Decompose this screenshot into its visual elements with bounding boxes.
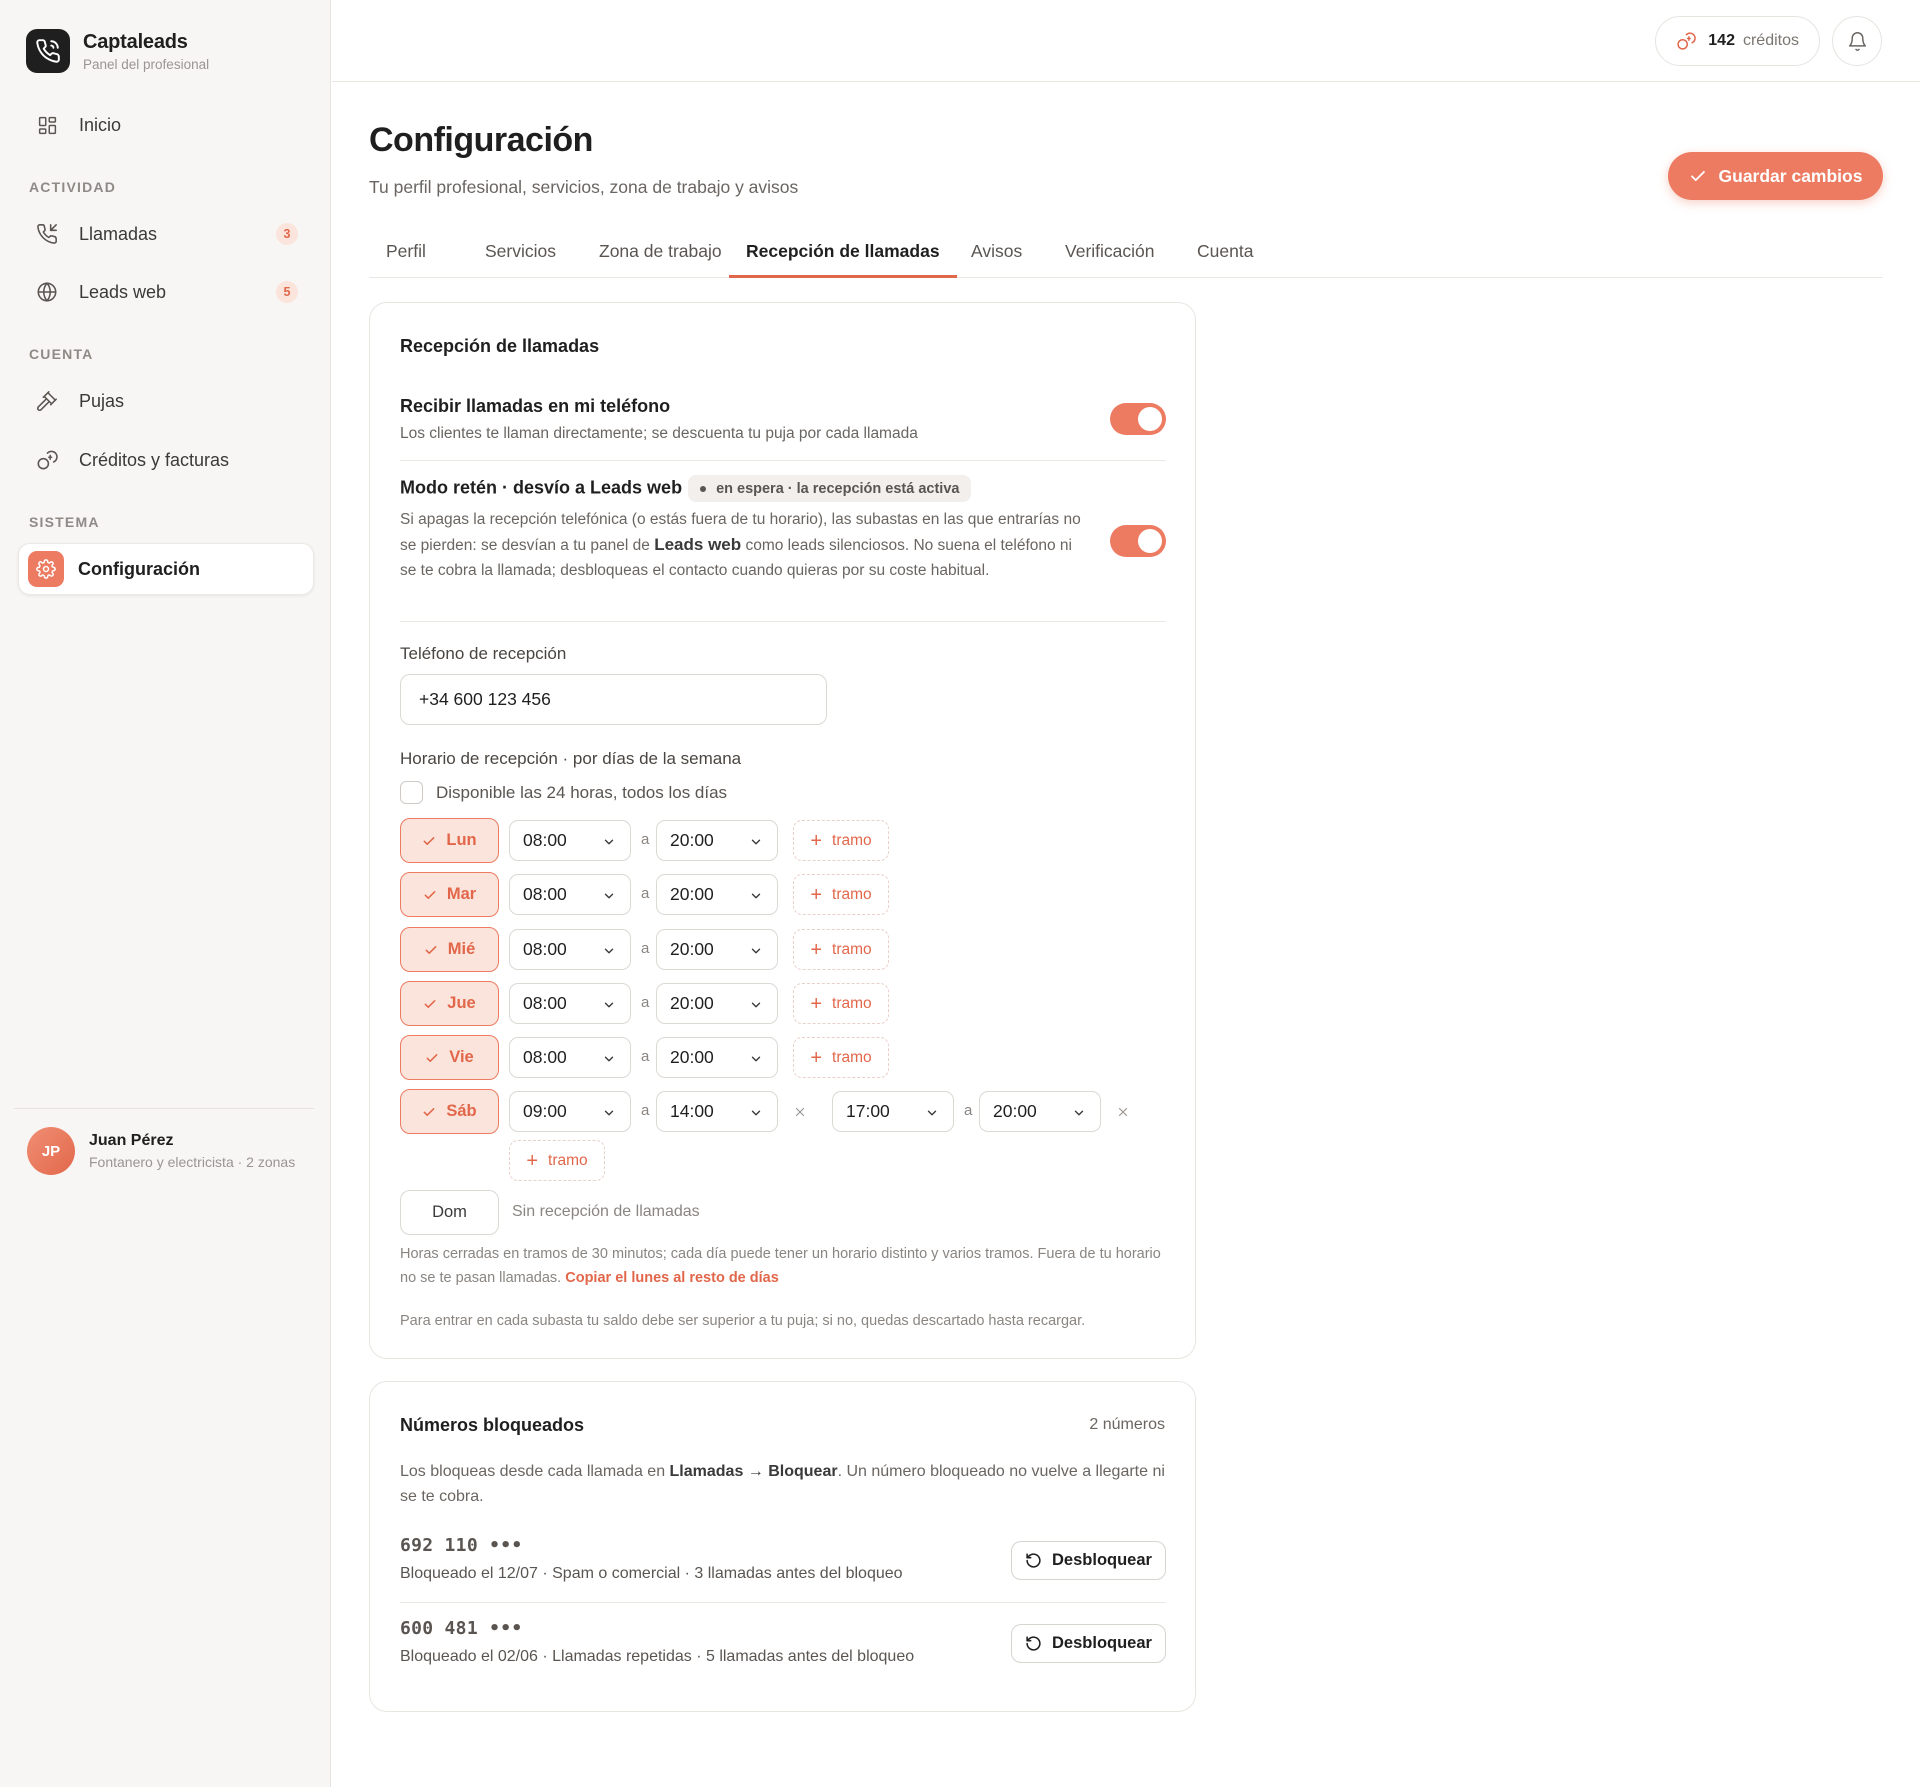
remove-range-icon[interactable] [1116, 1105, 1132, 1121]
rotate-ccw-icon [1025, 1552, 1052, 1569]
day-label: Mar [446, 885, 477, 903]
section-label-actividad: ACTIVIDAD [29, 179, 117, 195]
range-separator: a [641, 1048, 650, 1065]
unblock-button[interactable] [1011, 1624, 1166, 1663]
grid-icon [35, 113, 59, 137]
add-range-button[interactable] [793, 874, 889, 915]
blocked-desc-part: Los bloqueas desde cada llamada en [400, 1463, 670, 1480]
add-range-label: tramo [832, 831, 872, 849]
end-time-value: 20:00 [670, 830, 714, 850]
start-time-select[interactable] [832, 1091, 954, 1132]
save-button-label: Guardar cambios [1718, 165, 1863, 186]
settings-tabs [369, 236, 1883, 278]
check-icon [425, 1051, 449, 1065]
day-label: Jue [447, 994, 476, 1012]
section-label-sistema: SISTEMA [29, 514, 100, 530]
sidebar-item-label: Inicio [79, 114, 122, 135]
count-badge: 5 [276, 281, 298, 303]
schedule-note [400, 1242, 1180, 1290]
page-title: Configuración [369, 121, 593, 159]
end-time-select[interactable] [979, 1091, 1101, 1132]
tab-avisos[interactable]: Avisos [971, 241, 1023, 261]
always-available-checkbox[interactable] [400, 781, 423, 804]
range-separator: a [641, 885, 650, 902]
day-toggle[interactable] [400, 1089, 499, 1134]
tab-verificacion[interactable]: Verificación [1065, 241, 1155, 261]
gear-icon [28, 551, 64, 587]
add-range-button[interactable] [793, 929, 889, 970]
credits-chip[interactable] [1655, 16, 1820, 66]
day-toggle[interactable] [400, 1035, 499, 1080]
hold-mode-desc-bold: Leads web [654, 535, 742, 554]
plus-icon: + [810, 829, 823, 852]
page-subtitle: Tu perfil profesional, servicios, zona de trabajo y avisos [369, 177, 799, 197]
check-icon [424, 943, 448, 957]
plus-icon: + [810, 883, 823, 906]
receive-calls-desc: Los clientes te llaman directamente; se descuenta tu puja por cada llamada [400, 425, 918, 442]
plus-icon: + [526, 1149, 539, 1172]
blocked-number: 692 110 ••• [400, 1535, 523, 1556]
balance-note: Para entrar en cada subasta tu saldo debe ser superior a tu puja; si no, quedas descartado hasta recargar. [400, 1313, 1086, 1329]
rotate-ccw-icon [1025, 1635, 1052, 1652]
blocked-count: 2 números [1089, 1416, 1165, 1433]
topbar [332, 0, 1920, 82]
check-icon [423, 888, 447, 902]
sunday-note: Sin recepción de llamadas [512, 1203, 700, 1220]
blocked-detail: Bloqueado el 12/07 · Spam o comercial · 3 llamadas antes del bloqueo [400, 1565, 903, 1582]
brand-name: Captaleads [83, 30, 188, 53]
sidebar-item-leads-web[interactable] [18, 266, 314, 318]
plus-icon: + [810, 938, 823, 961]
tab-cuenta[interactable]: Cuenta [1197, 241, 1254, 261]
status-badge [688, 475, 971, 502]
brand[interactable] [26, 29, 209, 73]
tab-zona-trabajo[interactable]: Zona de trabajo [599, 241, 722, 261]
add-range-label: tramo [548, 1151, 588, 1169]
credits-label: créditos [1742, 32, 1799, 49]
blocked-detail: Bloqueado el 02/06 · Llamadas repetidas · 5 llamadas antes del bloqueo [400, 1648, 915, 1665]
plus-icon: + [810, 1046, 823, 1069]
start-time-select[interactable] [509, 929, 631, 970]
sidebar-item-creditos-facturas[interactable] [18, 434, 314, 486]
blocked-numbers-card [369, 1381, 1196, 1712]
notifications-button[interactable] [1832, 16, 1882, 66]
brand-subtitle: Panel del profesional [83, 56, 210, 72]
start-time-value: 08:00 [523, 939, 567, 959]
add-range-label: tramo [832, 885, 872, 903]
phone-incoming-icon [35, 222, 59, 246]
reception-card [369, 302, 1196, 1359]
start-time-value: 08:00 [523, 993, 567, 1013]
blocked-desc [400, 1459, 1180, 1509]
end-time-value: 20:00 [670, 993, 714, 1013]
blocked-desc-bold: Llamadas → Bloquear [669, 1463, 838, 1480]
end-time-value: 14:00 [670, 1101, 714, 1121]
check-icon [1689, 167, 1719, 185]
plus-icon: + [810, 992, 823, 1015]
hold-mode-title-text: Modo retén · desvío a Leads web [400, 477, 683, 498]
sidebar-item-label: Leads web [79, 281, 167, 302]
bell-icon [1847, 31, 1868, 52]
end-time-select[interactable] [656, 1091, 778, 1132]
gavel-icon [35, 389, 59, 413]
end-time-select[interactable] [656, 1037, 778, 1078]
day-toggle-dom[interactable]: Dom [400, 1190, 499, 1235]
status-badge-text: en espera · la recepción está activa [716, 480, 960, 497]
check-icon [423, 997, 447, 1011]
sidebar-item-label: Llamadas [79, 223, 158, 244]
globe-icon [35, 280, 59, 304]
end-time-select[interactable] [656, 929, 778, 970]
start-time-value: 17:00 [846, 1101, 890, 1121]
hold-mode-title [400, 475, 971, 502]
hold-mode-desc [400, 507, 1090, 583]
coins-icon [35, 448, 59, 472]
range-separator: a [641, 1102, 650, 1119]
unblock-button-label: Desbloquear [1052, 1634, 1152, 1652]
day-label: Mié [447, 940, 476, 958]
check-icon [422, 834, 446, 848]
start-time-select[interactable] [509, 820, 631, 861]
avatar: JP [27, 1127, 75, 1175]
sidebar-item-llamadas[interactable] [18, 208, 314, 260]
check-icon [422, 1105, 446, 1119]
day-label: Sáb [446, 1102, 477, 1120]
hold-mode-desc-part: como leads silenciosos. No suena el teléfono ni se te cobra la llamada; desbloqueas el contacto cuando quieras por su coste habitual. [400, 537, 1072, 579]
hold-mode-toggle[interactable] [1110, 525, 1166, 557]
range-separator: a [641, 940, 650, 957]
start-time-select[interactable] [509, 983, 631, 1024]
day-label: Vie [449, 1048, 474, 1066]
start-time-value: 08:00 [523, 830, 567, 850]
add-range-button[interactable] [793, 983, 889, 1024]
start-time-value: 09:00 [523, 1101, 567, 1121]
range-separator: a [964, 1102, 973, 1119]
add-range-button[interactable] [793, 820, 889, 861]
always-available-label: Disponible las 24 horas, todos los días [436, 783, 728, 802]
schedule-label: Horario de recepción · por días de la semana [400, 749, 742, 768]
sidebar [0, 0, 331, 1787]
hold-mode-desc-part: Si apagas la recepción telefónica (o estás fuera de tu horario), las subastas en las que entrarías no se pierden: se desvían a tu panel de [400, 511, 1081, 554]
end-time-value: 20:00 [670, 939, 714, 959]
card-title: Números bloqueados [400, 1415, 585, 1435]
sidebar-item-label: Configuración [78, 558, 200, 579]
range-separator: a [641, 994, 650, 1011]
schedule-note-text: Horas cerradas en tramos de 30 minutos; cada día puede tener un horario distinto y varios tramos. Fuera de tu horario no se te pasan llamadas. [400, 1246, 1161, 1286]
save-button[interactable] [1668, 152, 1883, 200]
receive-calls-title: Recibir llamadas en mi teléfono [400, 396, 671, 416]
range-separator: a [641, 831, 650, 848]
sidebar-item-label: Créditos y facturas [79, 449, 230, 470]
divider [400, 460, 1166, 461]
coins-icon [1676, 31, 1696, 51]
end-time-select[interactable] [656, 983, 778, 1024]
add-range-button[interactable] [509, 1140, 605, 1181]
tab-recepcion-llamadas[interactable]: Recepción de llamadas [729, 241, 957, 278]
phone-logo-icon [26, 29, 70, 73]
add-range-label: tramo [832, 940, 872, 958]
divider [400, 1602, 1166, 1603]
end-time-select[interactable] [656, 820, 778, 861]
sidebar-item-inicio[interactable] [18, 99, 314, 151]
start-time-select[interactable] [509, 874, 631, 915]
user-subtitle: Fontanero y electricista · 2 zonas [89, 1154, 296, 1170]
day-toggle[interactable] [400, 818, 499, 863]
unblock-button-label: Desbloquear [1052, 1551, 1152, 1569]
divider [400, 621, 1166, 622]
end-time-select[interactable] [656, 874, 778, 915]
card-title: Recepción de llamadas [400, 336, 600, 356]
copy-monday-link[interactable]: Copiar el lunes al resto de días [565, 1270, 779, 1286]
end-time-value: 20:00 [993, 1101, 1037, 1121]
add-range-label: tramo [832, 1048, 872, 1066]
count-badge: 3 [276, 223, 298, 245]
tab-servicios[interactable]: Servicios [485, 241, 556, 261]
sidebar-item-configuracion[interactable] [18, 543, 314, 595]
section-label-cuenta: CUENTA [29, 346, 94, 362]
start-time-select[interactable] [509, 1037, 631, 1078]
start-time-value: 08:00 [523, 1047, 567, 1067]
unblock-button[interactable] [1011, 1541, 1166, 1580]
phone-input[interactable]: +34 600 123 456 [400, 674, 827, 725]
end-time-value: 20:00 [670, 1047, 714, 1067]
remove-range-icon[interactable] [793, 1105, 809, 1121]
blocked-number: 600 481 ••• [400, 1618, 523, 1639]
start-time-select[interactable] [509, 1091, 631, 1132]
add-range-label: tramo [832, 994, 872, 1012]
day-label: Lun [446, 831, 477, 849]
blocked-desc-part: . Un número bloqueado no vuelve a llegarte ni se te cobra. [400, 1463, 1165, 1505]
sidebar-item-pujas[interactable] [18, 375, 314, 427]
start-time-value: 08:00 [523, 884, 567, 904]
add-range-button[interactable] [793, 1037, 889, 1078]
day-toggle[interactable] [400, 927, 499, 972]
day-toggle[interactable] [400, 872, 499, 917]
end-time-value: 20:00 [670, 884, 714, 904]
user-name: Juan Pérez [89, 1132, 174, 1149]
user-profile[interactable] [14, 1108, 314, 1175]
sidebar-item-label: Pujas [79, 390, 125, 411]
credits-value: 142 [1708, 32, 1735, 49]
receive-calls-toggle[interactable] [1110, 403, 1166, 435]
phone-label: Teléfono de recepción [400, 644, 567, 663]
tab-perfil[interactable]: Perfil [386, 241, 426, 261]
day-toggle[interactable] [400, 981, 499, 1026]
